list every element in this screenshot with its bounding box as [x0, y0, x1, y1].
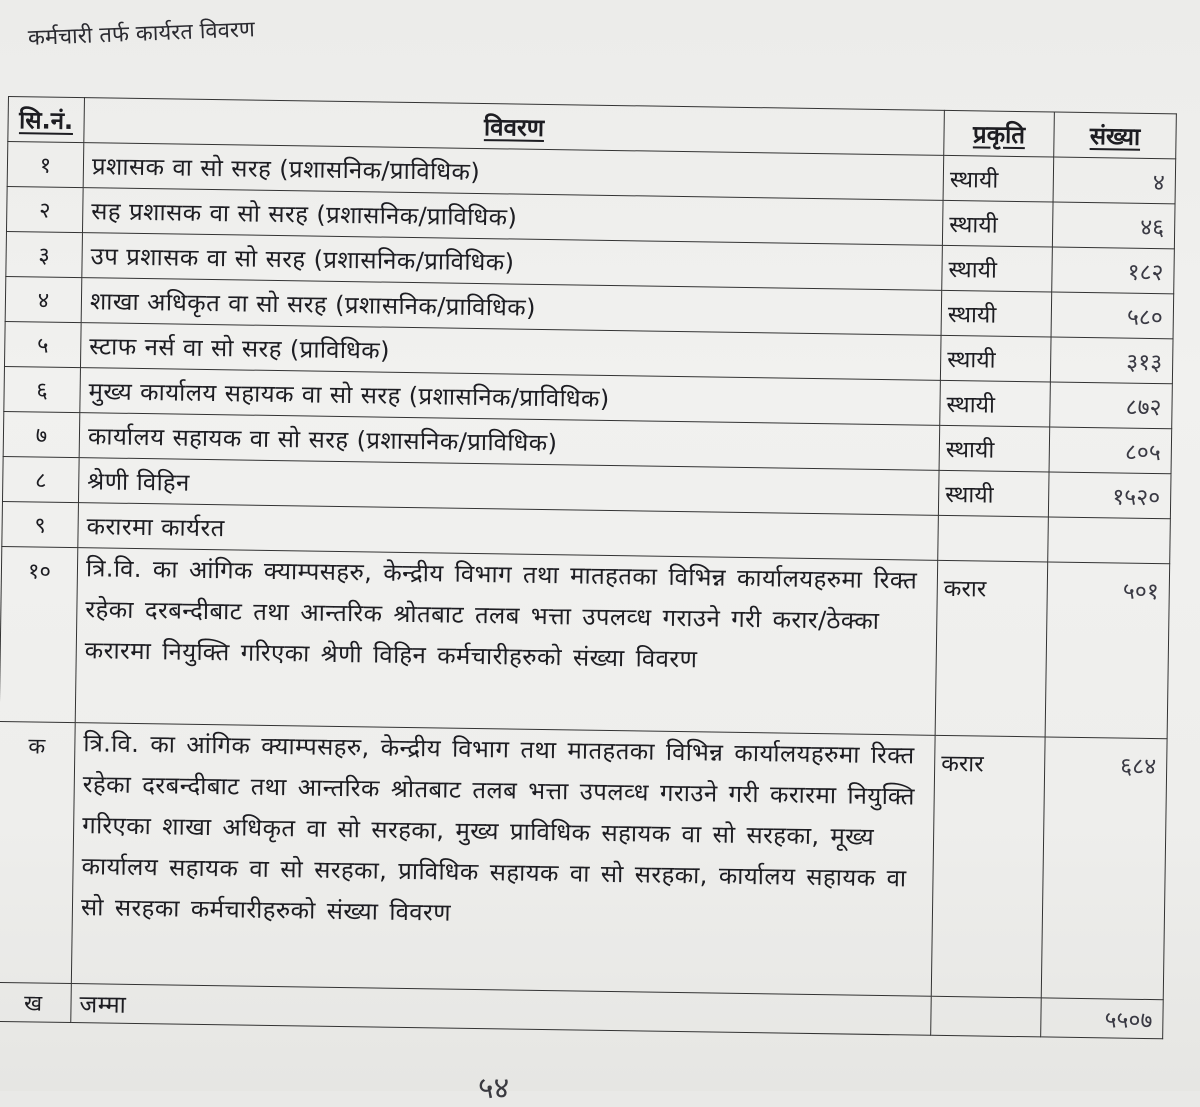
row-description: त्रि.वि. का आंगिक क्याम्पसहरु, केन्द्रीय विभाग तथा मातहतका विभिन्न कार्यालयहरुमा रिक्त रहेका दरबन्दीबाट तथा आन्तरिक श्रोतबाट तलब भत्ता उपलव्ध गराउने गरी करार/ठेक्का करारमा नियुक्ति गरिएका श्रेणी विहिन कर्मचारीहरुको संख्या विवरण [75, 548, 938, 736]
header-description: विवरण [84, 98, 945, 156]
row-count: ८०५ [1049, 427, 1172, 474]
header-count: संख्या [1054, 112, 1177, 159]
table-row [0, 721, 1167, 999]
row-count: ५०१ [1045, 562, 1170, 739]
row-nature: करार [931, 735, 1045, 998]
row-serial-number: १० [0, 546, 78, 722]
row-serial-number: ६ [4, 366, 81, 412]
row-count: ४६ [1052, 202, 1175, 249]
row-description: मुख्य कार्यालय सहायक वा सो सरह (प्रशासनिक/प्राविधिक) [80, 368, 941, 426]
staff-table [0, 96, 1177, 1039]
row-description: कार्यालय सहायक वा सो सरह (प्रशासनिक/प्राविधिक) [79, 413, 940, 471]
row-description: करारमा कार्यरत [78, 503, 939, 561]
row-serial-number: ४ [5, 276, 82, 322]
row-nature: स्थायी [943, 155, 1054, 202]
row-count: ८७२ [1050, 382, 1173, 429]
row-serial-number: ८ [2, 456, 79, 502]
row-nature: स्थायी [940, 335, 1051, 382]
row-count: ३१३ [1050, 337, 1173, 384]
row-nature: करार [935, 560, 1048, 737]
row-description: त्रि.वि. का आंगिक क्याम्पसहरु, केन्द्रीय विभाग तथा मातहतका विभिन्न कार्यालयहरुमा रिक्त रहेका दरबन्दीबाट तथा आन्तरिक श्रोतबाट तलब भत्ता उपलव्ध गराउने गरी करारमा नियुक्ति गरिएका शाखा अधिकृत वा सो सरहका, मुख्य प्राविधिक सहायक वा सो सरहका, मूख्य कार्यालय सहायक वा सो सरहका, प्राविधिक सहायक वा सो सरहका, कार्यालय सहायक वा सो सरहका कर्मचारीहरुको संख्या विवरण [71, 723, 935, 997]
row-serial-number: ख [0, 982, 71, 1022]
page-number-mark: ५४ [478, 1071, 510, 1106]
row-nature [931, 996, 1042, 1037]
row-nature: स्थायी [942, 200, 1053, 247]
row-serial-number: २ [6, 186, 83, 232]
row-nature [938, 515, 1049, 562]
row-serial-number: ३ [6, 231, 83, 277]
row-nature: स्थायी [942, 245, 1053, 292]
row-nature: स्थायी [938, 470, 1049, 517]
row-serial-number: ७ [3, 411, 80, 457]
row-count: १८२ [1052, 247, 1175, 294]
row-count [1048, 517, 1171, 564]
table-row [0, 546, 1170, 738]
row-nature: स्थायी [940, 380, 1051, 427]
row-description: स्टाफ नर्स वा सो सरह (प्राविधिक) [80, 323, 941, 381]
row-description: प्रशासक वा सो सरह (प्रशासनिक/प्राविधिक) [83, 143, 944, 201]
header-nature: प्रकृति [944, 110, 1055, 157]
row-count: १५२० [1048, 472, 1171, 519]
row-serial-number: १ [7, 142, 84, 188]
row-description: जम्मा [71, 984, 931, 1036]
row-description: सह प्रशासक वा सो सरह (प्रशासनिक/प्राविधिक) [82, 188, 943, 246]
row-count: ५५०७ [1041, 998, 1164, 1039]
row-count: ६८४ [1041, 737, 1167, 1000]
row-description: उप प्रशासक वा सो सरह (प्रशासनिक/प्राविधिक) [82, 233, 943, 291]
staff-table-sheet [0, 96, 1176, 1039]
document-heading: कर्मचारी तर्फ कार्यरत विवरण [27, 17, 256, 51]
row-count: ४ [1053, 157, 1176, 204]
row-serial-number: ९ [2, 501, 79, 547]
row-serial-number: ५ [4, 321, 81, 367]
row-description: श्रेणी विहिन [78, 458, 939, 516]
row-description: शाखा अधिकृत वा सो सरह (प्रशासनिक/प्राविधिक) [81, 278, 942, 336]
row-nature: स्थायी [941, 290, 1052, 337]
row-serial-number: क [0, 721, 75, 983]
header-serial-number: सि.नं. [8, 97, 85, 143]
row-nature: स्थायी [939, 425, 1050, 472]
row-count: ५८० [1051, 292, 1174, 339]
